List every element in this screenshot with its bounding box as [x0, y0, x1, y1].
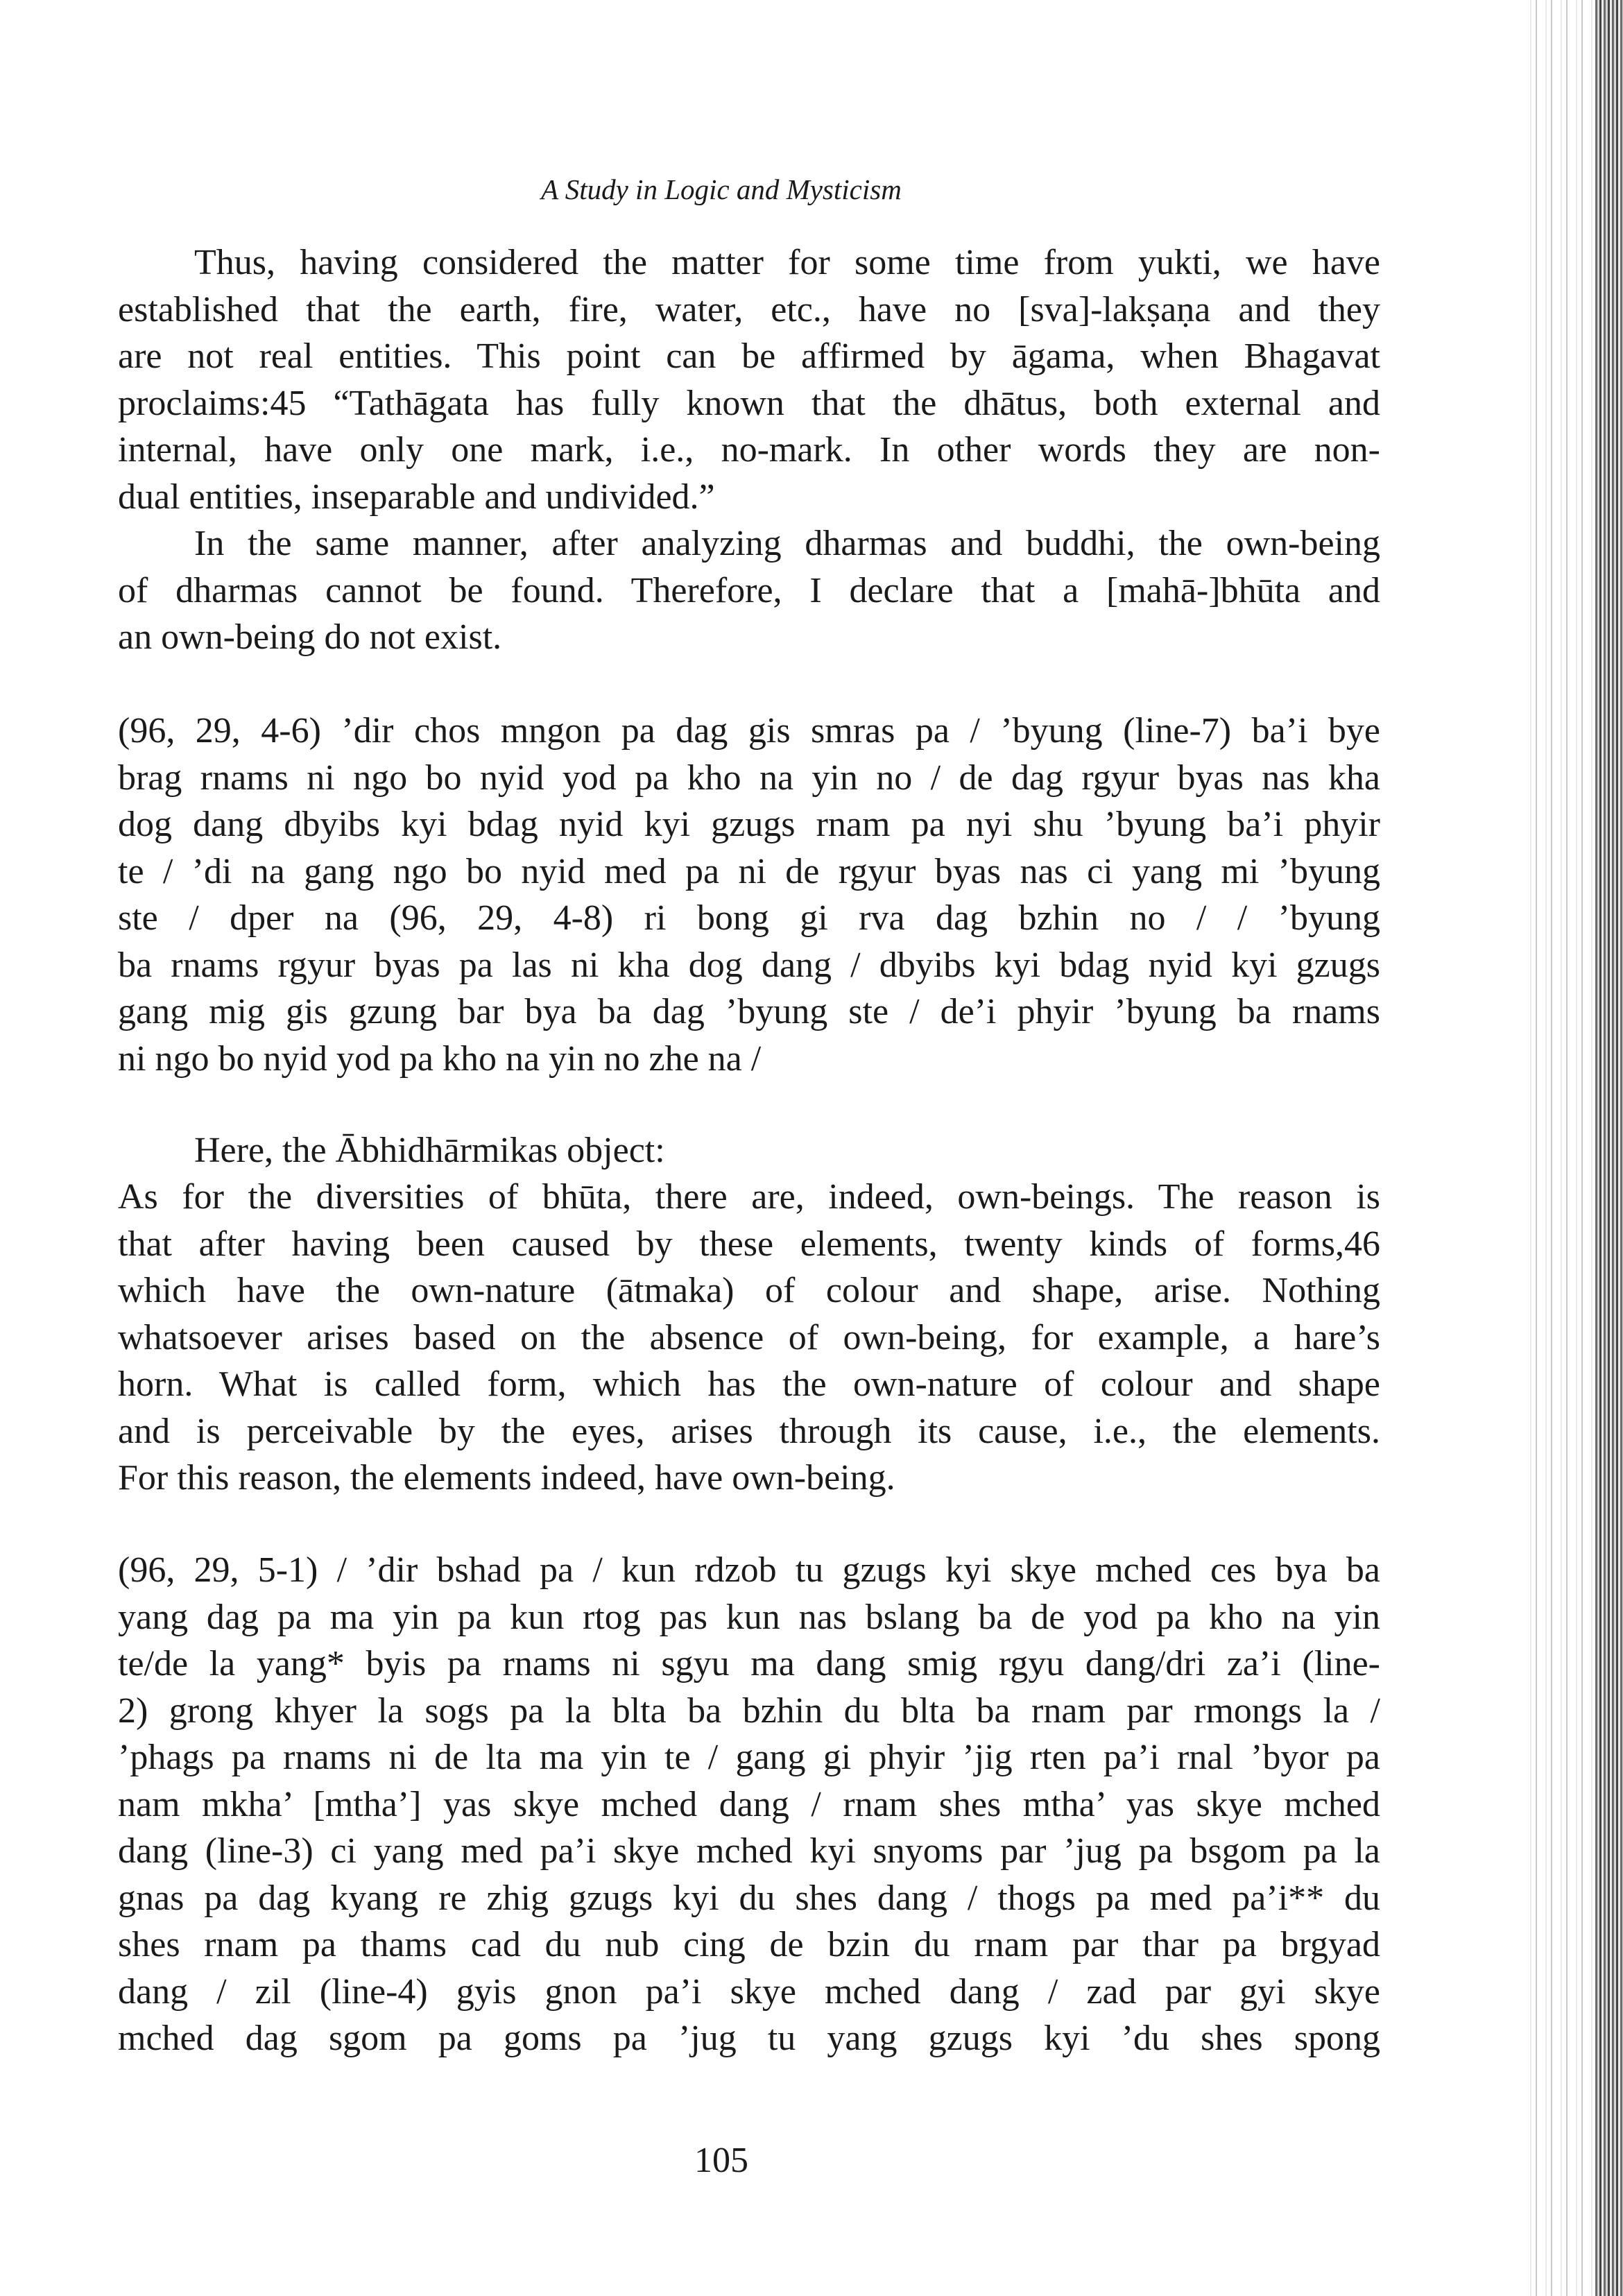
text-line: In the same manner, after analyzing dharmas and buddhi, the own-being: [194, 524, 1380, 563]
text-line: gang mig gis gzung bar bya ba dag ’byung ste / de’i phyir ’byung ba rnams: [118, 992, 1380, 1031]
paragraph-2: [118, 520, 1380, 661]
text-line: nam mkha’ [mtha’] yas skye mched dang / rnam shes mtha’ yas skye mched: [118, 1784, 1380, 1824]
text-line: internal, have only one mark, i.e., no-mark. In other words they are non-: [118, 430, 1380, 470]
text-line: ’phags pa rnams ni de lta ma yin te / gang gi phyir ’jig rten pa’i rnal ’byor pa: [118, 1738, 1380, 1777]
text-line: are not real entities. This point can be affirmed by āgama, when Bhagavat: [118, 336, 1380, 376]
text-line: proclaims:45 “Tathāgata has fully known that the dhātus, both external and: [118, 383, 1380, 423]
text-line: whatsoever arises based on the absence of own-being, for example, a hare’s: [118, 1317, 1380, 1357]
text-line: 2) grong khyer la sogs pa la blta ba bzhin du blta ba rnam par rmongs la /: [118, 1690, 1380, 1731]
text-line: dang (line-3) ci yang med pa’i skye mched kyi snyoms par ’jug pa bsgom pa la: [118, 1831, 1380, 1871]
text-line: (96, 29, 5-1) / ’dir bshad pa / kun rdzob tu gzugs kyi skye mched ces bya ba: [118, 1550, 1380, 1590]
paragraph-objection-intro: [118, 1127, 1380, 1174]
text-line: dog dang dbyibs kyi bdag nyid kyi gzugs rnam pa nyi shu ’byung ba’i phyir: [118, 805, 1380, 844]
text-line: of dharmas cannot be found. Therefore, I declare that a [mahā-]bhūta and: [118, 570, 1380, 610]
tibetan-passage-1: [118, 708, 1380, 1082]
text-line: which have the own-nature (ātmaka) of colour and shape, arise. Nothing: [118, 1271, 1380, 1310]
scan-binding-edge-dark: [1595, 0, 1623, 2296]
text-line: ni ngo bo nyid yod pa kho na yin no zhe na /: [118, 1038, 762, 1079]
paragraph-1: [118, 239, 1380, 520]
text-line: Thus, having considered the matter for some time from yukti, we have: [194, 243, 1380, 282]
text-line: te/de la yang* byis pa rnams ni sgyu ma dang smig rgyu dang/dri za’i (line-: [118, 1644, 1380, 1684]
text-line: ste / dper na (96, 29, 4-8) ri bong gi rva dag bzhin no / / ’byung: [118, 898, 1380, 938]
text-line: As for the diversities of bhūta, there are, indeed, own-beings. The reason is: [118, 1177, 1380, 1217]
running-head: A Study in Logic and Mysticism: [541, 173, 902, 205]
text-line: For this reason, the elements indeed, have own-being.: [118, 1458, 895, 1498]
text-line: (96, 29, 4-6) ’dir chos mngon pa dag gis smras pa / ’byung (line-7) ba’i bye: [118, 711, 1380, 751]
page-number: 105: [694, 2141, 748, 2180]
text-line: dang / zil (line-4) gyis gnon pa’i skye mched dang / zad par gyi skye: [118, 1971, 1380, 2012]
tibetan-passage-2: [118, 1547, 1380, 2062]
text-line: yang dag pa ma yin pa kun rtog pas kun nas bslang ba de yod pa kho na yin: [118, 1597, 1380, 1637]
paragraph-objection: [118, 1174, 1380, 1502]
text-line: shes rnam pa thams cad du nub cing de bzin du rnam par thar pa brgyad: [118, 1925, 1380, 1964]
text-line: and is perceivable by the eyes, arises through its cause, i.e., the elements.: [118, 1411, 1380, 1451]
text-line: ba rnams rgyur byas pa las ni kha dog dang / dbyibs kyi bdag nyid kyi gzugs: [118, 945, 1380, 985]
text-line: dual entities, inseparable and undivided.”: [118, 477, 715, 517]
text-line: gnas pa dag kyang re zhig gzugs kyi du shes dang / thogs pa med pa’i** du: [118, 1878, 1380, 1918]
text-line: Here, the Ābhidhārmikas object:: [194, 1131, 665, 1170]
text-line: te / ’di na gang ngo bo nyid med pa ni de rgyur byas nas ci yang mi ’byung: [118, 851, 1380, 891]
text-line: horn. What is called form, which has the own-nature of colour and shape: [118, 1364, 1380, 1404]
text-line: an own-being do not exist.: [118, 617, 502, 657]
text-line: brag rnams ni ngo bo nyid yod pa kho na yin no / de dag rgyur byas nas kha: [118, 757, 1380, 798]
text-line: established that the earth, fire, water, etc., have no [sva]-lakṣaṇa and they: [118, 289, 1380, 329]
text-line: that after having been caused by these elements, twenty kinds of forms,46: [118, 1224, 1380, 1264]
text-line: mched dag sgom pa goms pa ’jug tu yang gzugs kyi ’du shes spong: [118, 2019, 1380, 2058]
